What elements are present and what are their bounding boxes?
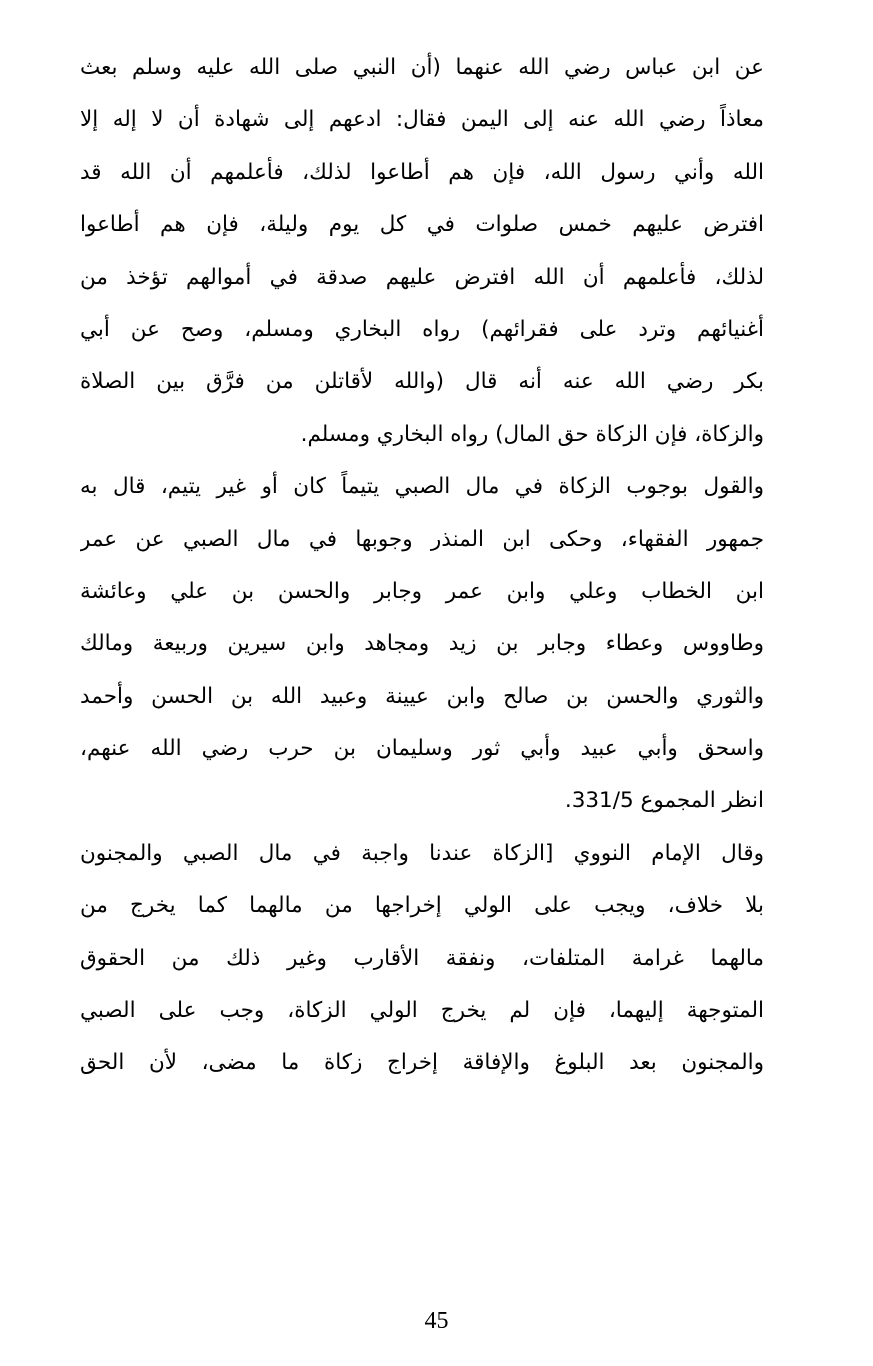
text-line: معاذاً رضي الله عنه إلى اليمن فقال: ادعهم إلى شهادة أن لا إله إلا	[80, 107, 764, 133]
text-line: والمجنون بعد البلوغ والإفاقة إخراج زكاة ما مضى، لأن الحق	[80, 1050, 764, 1076]
text-line: ابن الخطاب وعلي وابن عمر وجابر والحسن بن علي وعائشة	[80, 578, 764, 604]
paragraph-3	[80, 828, 764, 1090]
text-line: وقال الإمام النووي [الزكاة عندنا واجبة في مال الصبي والمجنون	[80, 840, 764, 866]
text-line: افترض عليهم خمس صلوات في كل يوم وليلة، فإن هم أطاعوا	[80, 212, 764, 238]
body-text	[80, 42, 764, 1090]
paragraph-2	[80, 461, 764, 828]
text-line: بلا خلاف، ويجب على الولي إخراجها من مالهما كما يخرج من	[80, 893, 764, 919]
text-line: المتوجهة إليهما، فإن لم يخرج الولي الزكاة، وجب على الصبي	[80, 998, 764, 1024]
text-line: بكر رضي الله عنه أنه قال (والله لأقاتلن من فرَّق بين الصلاة	[80, 369, 764, 395]
text-line: وطاووس وعطاء وجابر بن زيد ومجاهد وابن سيرين وربيعة ومالك	[80, 631, 764, 657]
text-line: مالهما غرامة المتلفات، ونفقة الأقارب وغير ذلك من الحقوق	[80, 945, 764, 971]
text-line: لذلك، فأعلمهم أن الله افترض عليهم صدقة في أموالهم تؤخذ من	[80, 264, 764, 290]
text-line: والزكاة، فإن الزكاة حق المال) رواه البخاري ومسلم.	[300, 421, 764, 447]
text-line: جمهور الفقهاء، وحكى ابن المنذر وجوبها في مال الصبي عن عمر	[80, 526, 764, 552]
text-line: الله وأني رسول الله، فإن هم أطاعوا لذلك، فأعلمهم أن الله قد	[80, 159, 764, 185]
text-line: انظر المجموع 331/5.	[564, 788, 764, 814]
text-line: والقول بوجوب الزكاة في مال الصبي يتيماً كان أو غير يتيم، قال به	[80, 474, 764, 500]
text-line: عن ابن عباس رضي الله عنهما (أن النبي صلى الله عليه وسلم بعث	[80, 55, 764, 80]
text-line: والثوري والحسن بن صالح وابن عيينة وعبيد الله بن الحسن وأحمد	[80, 683, 764, 709]
paragraph-1	[80, 42, 764, 461]
text-line: واسحق وأبي عبيد وأبي ثور وسليمان بن حرب رضي الله عنهم،	[80, 736, 764, 762]
text-line: أغنيائهم وترد على فقرائهم) رواه البخاري ومسلم، وصح عن أبي	[80, 316, 764, 342]
page-number: 45	[424, 1308, 449, 1334]
